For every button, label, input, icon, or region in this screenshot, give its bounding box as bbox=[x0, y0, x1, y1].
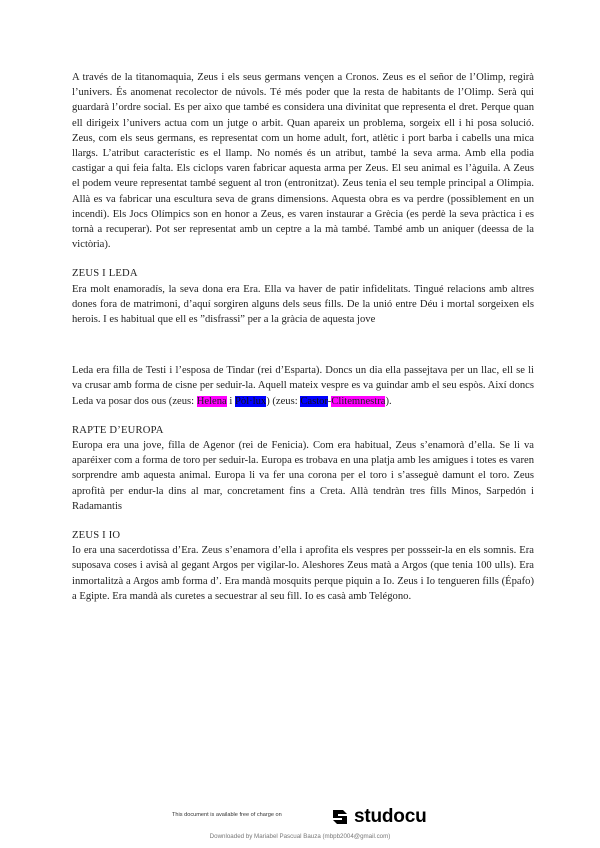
leda-text-mid: ) (zeus: bbox=[266, 395, 301, 407]
section-heading-europa: RAPTE D’EUROPA bbox=[72, 424, 164, 436]
availability-notice: This document is available free of charge on bbox=[172, 812, 282, 818]
highlight-clitemnestra: Clitemnestra bbox=[331, 395, 386, 407]
studocu-logo-icon bbox=[330, 807, 350, 827]
europa-paragraph: Europa era una jove, filla de Agenor (rei de Fenicia). Com era habitual, Zeus s’enamorà d’ella. Se li va aparéixer com a forma de toro per seduir-la. Europa es trobava en una platja amb les amigues i totes es varen sorprendre amb aquesta animal. Europa li va fer una corona per el toro i s’asseguè damunt el toro. Zeus aprofità per endur-la dins al mar, concretament fins a Creta. Allà tendràn tres fills Minos, Sarpedón i Radamantis bbox=[72, 440, 534, 512]
highlight-helena: Helena bbox=[196, 395, 227, 407]
leda-paragraph-2 bbox=[72, 363, 534, 409]
leda-paragraph-1: Era molt enamoradís, la seva dona era Era. Ella va haver de patir infidelitats. Tingué relacions amb altres dones fora de matrimoni, d’aquí sorgiren alguns dels seus fills. De la unió entre Déu i mortal sorgeixen els herois. I es habitual que ell es ”disfrassi” per a la gràcia de aquesta jove bbox=[72, 283, 534, 326]
studocu-logo-link[interactable] bbox=[330, 806, 427, 828]
io-paragraph: Io era una sacerdotissa d’Era. Zeus s’enamora d’ella i aprofita els vespres per possseir-la en els somnis. Era suposava coses i avisà al gegant Argos per vigilar-lo. Aleshores Zeus matà a Argos (que tenia 100 ulls). Era inmortalitzà a Argos amb forma d’. Era mandà mosquits perque piquin a Io. Zeus i Io tengueren fills (Épafo) a Egipte. Era mandà als curetes a secuestrar al seu fill. Io es casà amb Telégono. bbox=[72, 545, 534, 602]
section-heading-io: ZEUS I IO bbox=[72, 530, 121, 542]
download-attribution: Downloaded by Mariabel Pascual Bauza (mbpb2004@gmail.com) bbox=[209, 833, 391, 840]
leda-text: Leda era filla de Testi i l’esposa de Tindar (rei d’Esparta). Doncs un dia ella passejtava per un llac, ell se li va crusar amb forma de cisne per seduir-la. Aquell mateix vespre es va guindar amb el seu espòs. Així doncs Leda va posar dos ous (zeus: bbox=[72, 365, 534, 407]
section-heading-leda: ZEUS I LEDA bbox=[72, 268, 138, 280]
studocu-logo-text: studocu bbox=[354, 806, 427, 827]
intro-paragraph: A través de la titanomaquia, Zeus i els seus germans vençen a Cronos. Zeus es el señor de l’Olimp, regirà l’univers. És anomenat recolector de núvols. Té més poder que la resta de habitants de l’Olimp. Serà qui guardarà l’ordre social. Es per aixo que també es considera una divinitat que representa el dret. Perque quan ell dirigeix l’univers actua com un jutge o arbit. Quan apareix un problema, sorgeix ell i hi posa solució. Zeus, com els seus germans, es representat com un home adult, fort, atlètic i port barba i cabells una mica llargs. L’atribut característic es el llamp. No només és un atribut, també la seva arma. Amb ella podia castigar a qui feia falta. Els ciclops varen fabricar aquesta arma per Zeus. El seu animal es l’àguila. A Zeus el podem veure representat també seguent al tron (entronitzat). Zeus tenia el seu temple principal a Olimpia. Allà es va fabricar una escultura seva de grans dimensions. Aquesta obra es va perdre (possiblement en un incendi). Els Jocs Olímpics son en honor a Zeus, es varen instaurar a Grècia (es perdè la seva pràctica i es tornà a recuperar). Pot ser representat amb un ceptre a la mà també. També amb un aniquer (deessa de la victòria). bbox=[72, 72, 534, 251]
leda-text-end: ). bbox=[385, 395, 392, 407]
leda-text-i: i bbox=[226, 395, 235, 407]
leda-text-dash: - bbox=[327, 395, 332, 407]
highlight-castor: Castor bbox=[300, 395, 328, 407]
document-body bbox=[72, 70, 534, 604]
highlight-pollux: Pòl·lux bbox=[235, 395, 267, 407]
